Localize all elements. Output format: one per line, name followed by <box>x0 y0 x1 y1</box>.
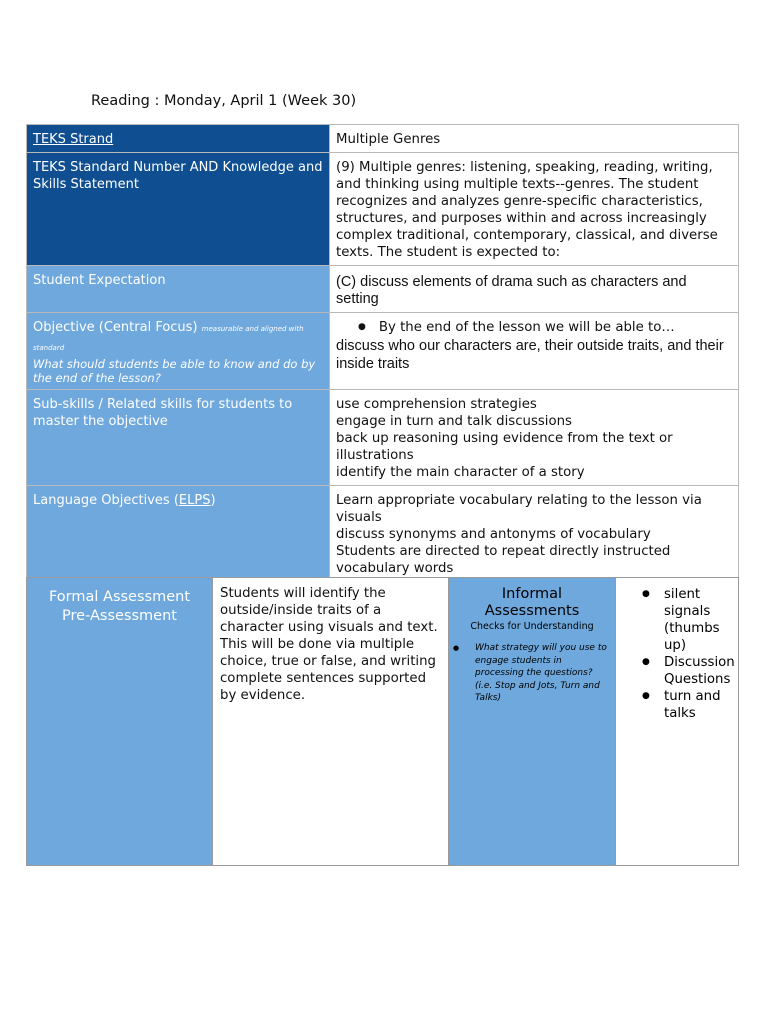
objective-note: measurable and aligned with standard <box>33 325 304 352</box>
informal-assessment-prompt-text: What strategy will you use to engage students in processing the questions? (i.e. Stop and Jots, Turn and Talks) <box>475 643 607 703</box>
subskills-value <box>330 390 739 486</box>
formal-assessment-description: Students will identify the outside/inside traits of a character using visuals and text. This will be done via multiple choice, true or false, and writing complete sentences supported by evidence. <box>213 578 449 866</box>
objective-label <box>27 313 330 390</box>
subskill-item: engage in turn and talk discussions <box>336 414 572 429</box>
subskill-item: identify the main character of a story <box>336 465 585 480</box>
objective-question: What should students be able to know and do by the end of the lesson? <box>33 357 316 385</box>
language-objectives-prefix: Language Objectives ( <box>33 493 179 508</box>
informal-assessment-subtitle: Checks for Understanding <box>470 621 594 632</box>
elps-link[interactable]: ELPS <box>178 493 211 508</box>
list-item: ● Discussion Questions <box>642 654 734 688</box>
language-objective-item: Learn appropriate vocabulary relating to the lesson via visuals <box>336 493 702 525</box>
subskills-label: Sub-skills / Related skills for students to master the objective <box>27 390 330 486</box>
table-row <box>27 578 739 866</box>
language-objectives-value <box>330 486 739 582</box>
page-title: Reading : Monday, April 1 (Week 30) <box>91 93 357 109</box>
subskill-item: back up reasoning using evidence from the text or illustrations <box>336 431 673 463</box>
teks-standard-label: TEKS Standard Number AND Knowledge and Skills Statement <box>27 153 330 266</box>
informal-assessment-title: Informal Assessments <box>484 586 580 619</box>
table-row <box>27 266 739 313</box>
table-row <box>27 153 739 266</box>
informal-assessment-list <box>616 578 739 866</box>
informal-assessment-prompt <box>453 642 611 705</box>
informal-assessment-header <box>449 578 616 866</box>
bullet-icon: ● <box>453 644 460 652</box>
teks-standard-value: (9) Multiple genres: listening, speaking, reading, writing, and thinking using multiple texts--genres. The student recognizes and analyzes genre-specific characteristics, structures, and purposes within and across increasingly complex traditional, contemporary, classical, and diverse texts. The student is expected to: <box>330 153 739 266</box>
language-objectives-label <box>27 486 330 582</box>
objective-bullet: ● By the end of the lesson we will be able to… <box>336 319 732 336</box>
table-row <box>27 486 739 582</box>
formal-assessment-header <box>27 578 213 866</box>
teks-strand-link[interactable]: TEKS Strand <box>33 132 114 147</box>
teks-strand-label <box>27 125 330 153</box>
lesson-plan-table <box>26 124 739 582</box>
assessment-table <box>26 577 739 866</box>
list-item: ● turn and talks <box>642 688 734 722</box>
teks-strand-value: Multiple Genres <box>330 125 739 153</box>
language-objective-item: Students are directed to repeat directly instructed vocabulary words <box>336 544 671 576</box>
table-row <box>27 125 739 153</box>
student-expectation-label: Student Expectation <box>27 266 330 313</box>
pre-assessment-title: Pre-Assessment <box>62 608 177 624</box>
language-objectives-suffix: ) <box>210 493 216 508</box>
formal-assessment-title: Formal Assessment <box>48 589 191 605</box>
student-expectation-value: (C) discuss elements of drama such as characters and setting <box>330 266 739 313</box>
table-row <box>27 313 739 390</box>
table-row <box>27 390 739 486</box>
objective-text: discuss who our characters are, their outside traits, and their inside traits <box>336 338 724 372</box>
objective-value <box>330 313 739 390</box>
language-objective-item: discuss synonyms and antonyms of vocabulary <box>336 527 651 542</box>
objective-title: Objective (Central Focus) <box>33 320 198 335</box>
list-item: ● silent signals (thumbs up) <box>642 586 734 654</box>
subskill-item: use comprehension strategies <box>336 397 537 412</box>
